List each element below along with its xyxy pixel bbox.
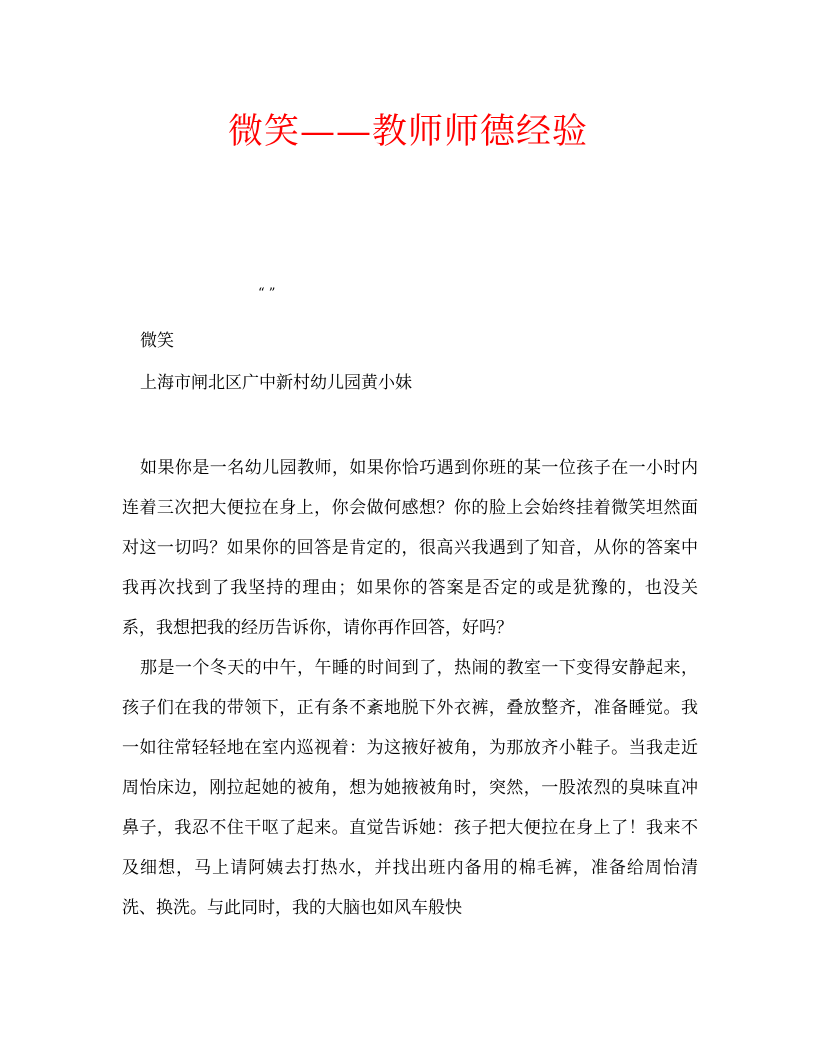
quote-marks: “ ” [258,286,276,301]
article-subtitle: 微笑 [140,331,174,351]
paragraph-1: 如果你是一名幼儿园教师，如果你恰巧遇到你班的某一位孩子在一小时内连着三次把大便拉在身上，你会做何感想？你的脸上会始终挂着微笑坦然面对这一切吗？如果你的回答是肯定的，很高兴我遇到了知音，从你的答案中我再次找到了我坚持的理由；如果你的答案是否定的或是犹豫的，也没关系，我想把我的经历告诉你，请你再作回答，好吗？ [122,458,698,638]
body-text [122,448,698,928]
paragraph-2: 那是一个冬天的中午，午睡的时间到了，热闹的教室一下变得安静起来，孩子们在我的带领下，正有条不紊地脱下外衣裤，叠放整齐，准备睡觉。我一如往常轻轻地在室内巡视着：为这掖好被角，为那放齐小鞋子。当我走近周怡床边，刚拉起她的被角，想为她掖被角时，突然，一股浓烈的臭味直冲鼻子，我忍不住干呕了起来。直觉告诉她：孩子把大便拉在身上了！我来不及细想，马上请阿姨去打热水，并找出班内备用的棉毛裤，准备给周怡清洗、换洗。与此同时，我的大脑也如风车般快 [122,658,698,918]
author-line: 上海市闸北区广中新村幼儿园黄小妹 [140,373,412,393]
document-title: 微笑——教师师德经验 [227,112,588,152]
